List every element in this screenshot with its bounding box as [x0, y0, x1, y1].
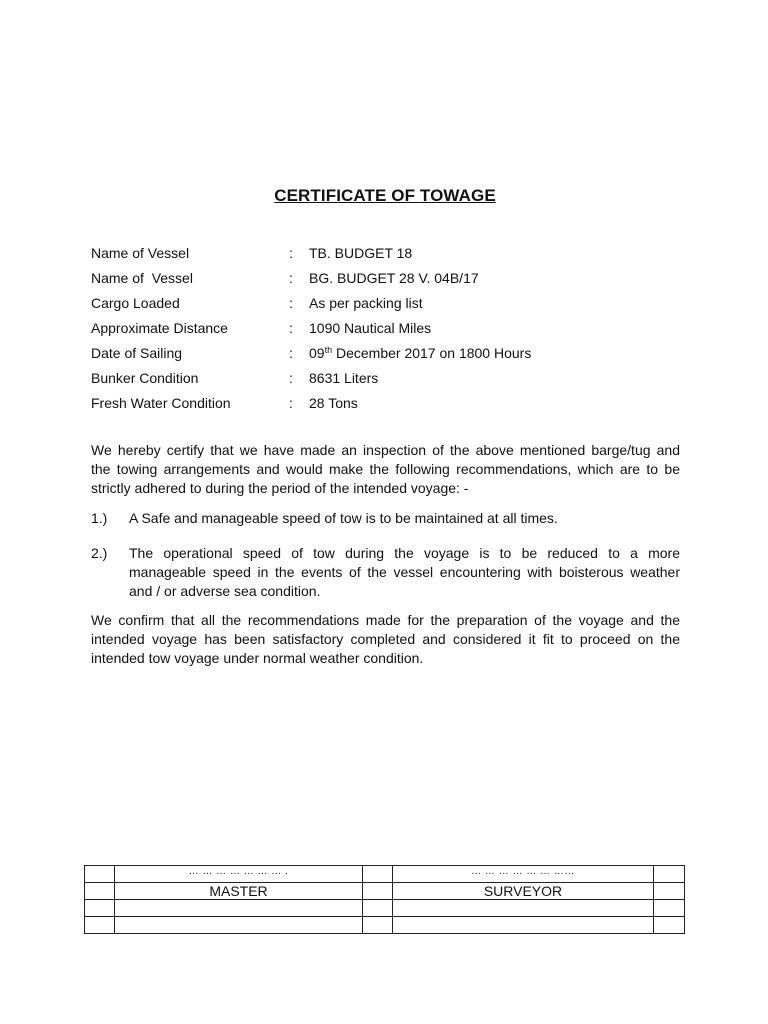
table-cell [393, 900, 654, 917]
field-colon: : [289, 395, 293, 411]
paragraph-line: We hereby certify that we have made an inspection of the above mentioned barge/tug and [91, 442, 680, 458]
field-value [309, 343, 531, 363]
date-day: 09 [309, 345, 325, 361]
document-title: CERTIFICATE OF TOWAGE [274, 186, 496, 205]
paragraph-line: We confirm that all the recommendations made for the preparation of the voyage and the [91, 612, 680, 628]
field-value: TB. BUDGET 18 [309, 245, 413, 261]
confirmation-paragraph [91, 611, 680, 668]
paragraph-line: intended voyage has been satisfactory completed and considered it fit to proceed on the [91, 631, 680, 647]
field-label: Date of Sailing [91, 345, 183, 361]
field-label: Name of Vessel [91, 270, 193, 286]
table-cell [654, 917, 685, 934]
paragraph-line: the towing arrangements and would make the following recommendations, which are to be [91, 461, 680, 477]
table-cell [363, 866, 393, 883]
field-colon: : [289, 295, 293, 311]
table-cell [363, 917, 393, 934]
table-cell [85, 900, 115, 917]
table-cell [115, 900, 363, 917]
field-value: 8631 Liters [309, 370, 379, 386]
item-number: 1.) [91, 510, 108, 526]
paragraph-line: intended tow voyage under normal weather condition. [91, 650, 424, 666]
intro-paragraph [91, 441, 680, 498]
table-cell [85, 883, 115, 900]
item-line: manageable speed in the events of the vessel encountering with boisterous weather [129, 564, 680, 580]
table-cell [363, 883, 393, 900]
field-value: As per packing list [309, 295, 423, 311]
surveyor-signature-line: … … … … … … …… [393, 866, 654, 883]
field-colon: : [289, 345, 293, 361]
date-ordinal-suffix: th [324, 345, 333, 355]
signature-dots-row [85, 866, 685, 883]
table-row [85, 917, 685, 934]
field-label: Bunker Condition [91, 370, 199, 386]
signature-label-row [85, 883, 685, 900]
table-cell [363, 900, 393, 917]
surveyor-label: SURVEYOR [393, 883, 654, 900]
date-rest: December 2017 on 1800 Hours [332, 345, 532, 361]
field-value: 28 Tons [309, 395, 358, 411]
table-cell [85, 917, 115, 934]
master-label: MASTER [115, 883, 363, 900]
field-label: Fresh Water Condition [91, 395, 231, 411]
field-label: Approximate Distance [91, 320, 228, 336]
master-signature-line: … … … … … … … . [115, 866, 363, 883]
item-number: 2.) [91, 545, 108, 561]
table-cell [654, 883, 685, 900]
item-line: and / or adverse sea condition. [129, 583, 321, 599]
table-cell [654, 866, 685, 883]
field-value: BG. BUDGET 28 V. 04B/17 [309, 270, 479, 286]
field-colon: : [289, 370, 293, 386]
table-row [85, 900, 685, 917]
field-colon: : [289, 245, 293, 261]
table-cell [654, 900, 685, 917]
table-cell [393, 917, 654, 934]
field-colon: : [289, 320, 293, 336]
table-cell [85, 866, 115, 883]
item-line: The operational speed of tow during the voyage is to be reduced to a more [129, 545, 680, 561]
field-label: Name of Vessel [91, 245, 190, 261]
item-line: A Safe and manageable speed of tow is to be maintained at all times. [129, 510, 558, 526]
field-label: Cargo Loaded [91, 295, 180, 311]
field-colon: : [289, 270, 293, 286]
field-value: 1090 Nautical Miles [309, 320, 432, 336]
table-cell [115, 917, 363, 934]
paragraph-line: strictly adhered to during the period of the intended voyage: - [91, 480, 469, 496]
signature-table [84, 865, 685, 934]
